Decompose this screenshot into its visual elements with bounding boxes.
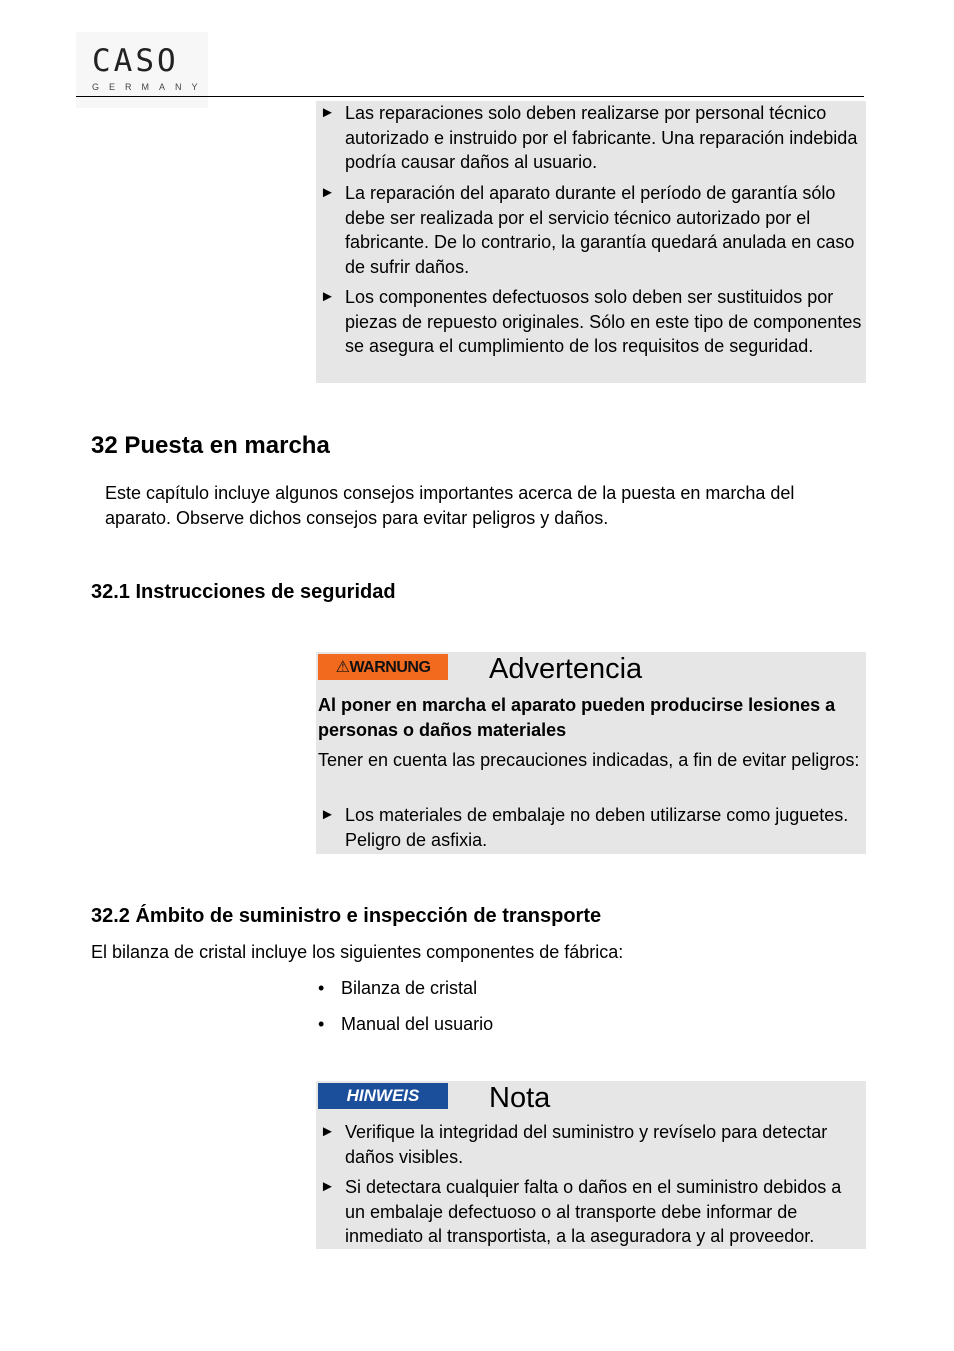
- warning-box: [316, 652, 866, 854]
- arrow-icon: ►: [320, 806, 335, 823]
- subsection-title: 32.2 Ámbito de suministro e inspección de transporte: [91, 905, 602, 927]
- item-text: Manual del usuario: [341, 1014, 494, 1034]
- bullet-text: Verifique la integridad del suministro y revíselo para detectar daños visibles.: [345, 1122, 828, 1167]
- header-rule: [76, 96, 864, 97]
- arrow-icon: ►: [320, 1123, 335, 1140]
- arrow-icon: ►: [320, 184, 335, 201]
- section-title: 32 Puesta en marcha: [91, 432, 330, 459]
- bullet-text: Las reparaciones solo deben realizarse por personal técnico autorizado e instruido por el fabricante. Una reparación indebida podría causar daños al usuario.: [345, 103, 858, 172]
- warning-text: Tener en cuenta las precauciones indicadas, a fin de evitar peligros:: [318, 750, 860, 770]
- note-badge: HINWEIS: [318, 1083, 448, 1109]
- logo-wordmark: CASO: [92, 43, 179, 79]
- arrow-icon: ►: [320, 1178, 335, 1195]
- section-intro: Este capítulo incluye algunos consejos importantes acerca de la puesta en marcha del aparato. Observe dichos consejos para evitar peligros y daños.: [105, 483, 795, 528]
- repair-notes-box: [316, 101, 866, 383]
- logo-subtitle: GERMANY: [92, 82, 208, 92]
- note-title: Nota: [489, 1082, 551, 1114]
- bullet-text: Los materiales de embalaje no deben utilizarse como juguetes. Peligro de asfixia.: [345, 805, 849, 850]
- arrow-icon: ►: [320, 104, 335, 121]
- bullet-text: Los componentes defectuosos solo deben ser sustituidos por piezas de repuesto originales. Sólo en este tipo de componentes se asegura el cumplimiento de los requisitos de seguridad.: [345, 287, 862, 356]
- item-text: Bilanza de cristal: [341, 978, 478, 998]
- bullet-dot: •: [318, 978, 325, 998]
- bullet-text: La reparación del aparato durante el período de garantía sólo debe ser realizada por el servicio técnico autorizado por el fabricante. De lo contrario, la garantía quedará anulada en caso de sufrir daños.: [345, 183, 855, 277]
- arrow-icon: ►: [320, 288, 335, 305]
- bullet-text: Si detectara cualquier falta o daños en el suministro debidos a un embalaje defectuoso o al transporte debe informar de inmediato al transportista, a la aseguradora y al proveedor.: [345, 1177, 842, 1246]
- warning-title: Advertencia: [489, 653, 643, 685]
- subsection-title: 32.1 Instrucciones de seguridad: [91, 581, 396, 603]
- warning-bold-text: Al poner en marcha el aparato pueden producirse lesiones a personas o daños materiales: [318, 695, 836, 740]
- bullet-dot: •: [318, 1014, 325, 1034]
- warning-badge: ⚠WARNUNG: [318, 654, 448, 680]
- section-intro: El bilanza de cristal incluye los siguientes componentes de fábrica:: [91, 942, 624, 962]
- note-box: [316, 1081, 866, 1249]
